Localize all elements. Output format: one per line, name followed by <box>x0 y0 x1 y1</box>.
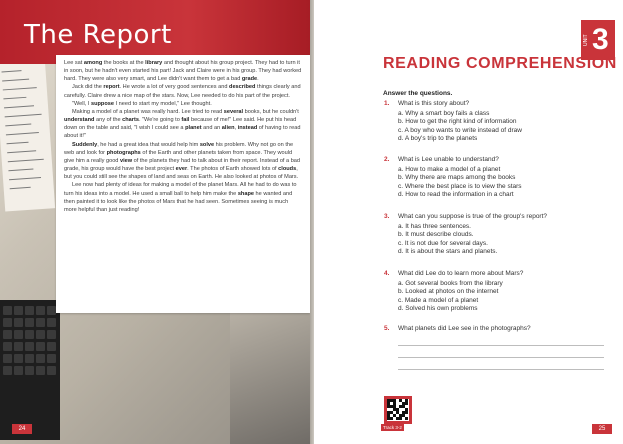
answer-option[interactable]: b. How to get the right kind of information <box>398 118 517 126</box>
answer-option[interactable]: a. How to make a model of a planet <box>398 166 501 173</box>
story-title: The Report <box>24 20 172 50</box>
vocabulary-word: several <box>223 108 244 115</box>
vocabulary-word: library <box>145 60 163 66</box>
question-text: What can you suppose is true of the group's report? <box>398 213 548 220</box>
story-panel <box>56 55 310 313</box>
handwriting-line <box>2 70 22 72</box>
answer-line[interactable] <box>398 357 604 358</box>
handwriting-line <box>9 177 41 180</box>
keyboard-key <box>47 354 56 363</box>
answer-option[interactable]: c. Made a model of a planet <box>398 296 479 304</box>
instruction-text: Answer the questions. <box>383 90 453 97</box>
keyboard-key <box>36 354 45 363</box>
vocabulary-word: ever <box>175 166 188 173</box>
laptop-image <box>230 300 314 444</box>
keyboard-key <box>25 306 34 315</box>
story-paragraph: Jack did the report. He wrote a lot of very good sentences and described things clearly and carefully. Claire drew a nice map of the stars. Now, Lee needed to do his part of the project. <box>64 84 301 99</box>
keyboard-key <box>36 342 45 351</box>
vocabulary-word: solve <box>199 141 215 148</box>
qr-cell <box>405 417 408 420</box>
keyboard-key <box>25 330 34 339</box>
question-number: 2. <box>384 156 390 163</box>
keyboard-key <box>14 366 23 375</box>
handwriting-line <box>8 168 33 171</box>
vocabulary-word: alien <box>221 125 235 132</box>
story-paragraph: Suddenly, he had a great idea that would help him solve his problem. Why not go on the web and look for photographs of the Earth and other planets taken from space. They would give him a really good view of the planets they had to talk about in their report. Instead of a bad grade, his group would have the best project ever. The photos of Earth showed lots of clouds, but you could still see the shapes of land and seas on Earth. He also looked at photos of Mars. <box>64 141 301 181</box>
qr-cell <box>405 402 408 405</box>
answer-option[interactable]: b. Looked at photos on the internet <box>398 288 499 296</box>
story-paragraph: Making a model of a planet was really hard. Lee tried to read several books, but he couldn't understand any of the charts. "We're going to fail because of me!" Lee said. He put his head down on the table and said, "I wish I could see a planet and an alien, instead of having to read about it!" <box>64 108 301 140</box>
keyboard-key <box>47 330 56 339</box>
answer-option[interactable]: a. It has three sentences. <box>398 223 471 230</box>
vocabulary-word: photographs <box>106 149 141 156</box>
story-paragraph: Lee now had plenty of ideas for making a model of the planet Mars. All he had to do was to turn his ideas into a model. He used a small ball to help him make the shape he wanted and then painted it to look like the photos of Mars that he had seen. Sometimes seeing is much more helpful than just reading! <box>64 182 297 213</box>
keyboard-key <box>36 306 45 315</box>
question-number: 3. <box>384 213 390 220</box>
audio-track-label: Track 3-2 <box>383 425 402 430</box>
vocabulary-word: Suddenly <box>72 141 98 148</box>
keyboard-key <box>3 330 12 339</box>
vocabulary-word: clouds <box>278 166 297 173</box>
keyboard-key <box>14 342 23 351</box>
page-number-right: 25 <box>592 424 612 434</box>
answer-option[interactable]: d. Solved his own problems <box>398 304 478 312</box>
keyboard-key <box>14 330 23 339</box>
keyboard-image <box>0 300 60 440</box>
question-text: What is this story about? <box>398 100 470 107</box>
keyboard-key <box>3 366 12 375</box>
handwriting-line <box>3 97 26 100</box>
answer-line[interactable] <box>398 369 604 370</box>
keyboard-key <box>25 366 34 375</box>
keyboard-key <box>36 366 45 375</box>
answer-option[interactable]: a. Got several books from the library <box>398 280 503 287</box>
answer-line[interactable] <box>398 345 604 346</box>
question-number: 1. <box>384 100 390 107</box>
vocabulary-word: described <box>229 84 256 91</box>
section-title: READING COMPREHENSION <box>383 55 617 72</box>
qr-cell <box>405 411 408 414</box>
vocabulary-word: planet <box>185 125 202 132</box>
vocabulary-word: fail <box>181 117 190 124</box>
keyboard-key <box>36 318 45 327</box>
page-number-left: 24 <box>12 424 32 434</box>
qr-code-pattern <box>387 399 409 421</box>
keyboard-key <box>3 318 12 327</box>
vocabulary-word: report <box>103 84 120 91</box>
answer-option[interactable]: a. Why a smart boy fails a class <box>398 110 490 117</box>
keyboard-key <box>47 366 56 375</box>
question-text: What planets did Lee see in the photographs? <box>398 325 531 332</box>
handwriting-line <box>6 132 39 135</box>
vocabulary-word: shape <box>237 190 254 197</box>
answer-option[interactable]: c. A boy who wants to write instead of draw <box>398 126 522 134</box>
keyboard-key <box>47 306 56 315</box>
handwriting-line <box>8 159 44 163</box>
keyboard-key <box>14 354 23 363</box>
vocabulary-word: charts <box>122 117 139 124</box>
keyboard-key <box>14 318 23 327</box>
keyboard-key <box>25 318 34 327</box>
story-paragraph: "Well, I suppose I need to start my model," Lee thought. <box>72 100 212 107</box>
keyboard-key <box>25 342 34 351</box>
question-text: What did Lee do to learn more about Mars? <box>398 270 524 277</box>
handwriting-line <box>2 79 29 82</box>
keyboard-key <box>3 306 12 315</box>
answer-option[interactable]: b. It must describe clouds. <box>398 231 474 239</box>
answer-option[interactable]: c. It is not due for several days. <box>398 239 488 247</box>
answer-option[interactable]: d. A boy's trip to the planets <box>398 134 478 142</box>
handwriting-line <box>3 87 37 90</box>
answer-option[interactable]: d. How to read the information in a chart <box>398 190 514 198</box>
qr-cell <box>390 417 393 420</box>
keyboard-key <box>47 342 56 351</box>
handwriting-line <box>7 150 36 153</box>
keyboard-key <box>36 330 45 339</box>
unit-label: UNIT <box>583 34 589 46</box>
answer-option[interactable]: d. It is about the stars and planets. <box>398 247 498 255</box>
question-text: What is Lee unable to understand? <box>398 156 499 163</box>
keyboard-key <box>3 354 12 363</box>
vocabulary-word: suppose <box>90 100 114 107</box>
keyboard-key <box>14 306 23 315</box>
handwriting-line <box>5 124 31 127</box>
vocabulary-word: instead <box>237 125 258 132</box>
handwriting-line <box>4 105 34 108</box>
question-number: 5. <box>384 325 390 332</box>
vocabulary-word: understand <box>64 117 95 124</box>
keyboard-key <box>3 342 12 351</box>
story-text <box>64 59 302 214</box>
vocabulary-word: among <box>83 60 103 66</box>
keyboard-key <box>25 354 34 363</box>
qr-code-icon[interactable] <box>384 396 412 424</box>
handwriting-line <box>10 187 31 189</box>
story-paragraph: Lee sat among the books at the library and thought about his group project. They had to turn it in soon, but he hadn't even started his part! Jack and Claire were in his group. They had worked hard. They were also very smart, and Lee didn't want them to get a bad grade. <box>64 60 302 83</box>
question-number: 4. <box>384 270 390 277</box>
vocabulary-word: grade <box>241 76 258 83</box>
handwriting-line <box>5 114 42 118</box>
keyboard-key <box>47 318 56 327</box>
answer-option[interactable]: b. Why there are maps among the books <box>398 174 516 182</box>
unit-number: 3 <box>592 23 609 56</box>
answer-option[interactable]: c. Where the best place is to view the stars <box>398 182 522 190</box>
vocabulary-word: view <box>119 157 133 164</box>
handwriting-line <box>7 142 29 145</box>
qr-cell <box>399 417 402 420</box>
